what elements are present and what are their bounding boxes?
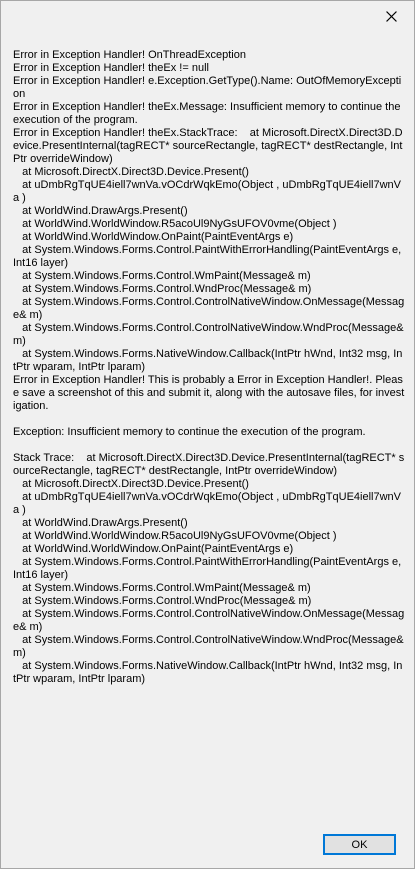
close-icon (386, 11, 397, 22)
error-message-text: Error in Exception Handler! OnThreadException Error in Exception Handler! theEx != null Error in Exception Handler! e.Exception.GetType().Name: OutOfMemoryException Error in Exception Handler! theEx.Message: Insufficient memory to continue the execution of the program. Error in Exception Handler! theEx.StackTrace: at Microsoft.DirectX.Direct3D.Device.PresentInternal(tagRECT* sourceRectangle, tagRECT* destRectangle, IntPtr overrideWindow) at Microsoft.DirectX.Direct3D.Device.Present() at uDmbRgTqUE4iell7wnVa.vOCdrWqkEmo(Object , uDmbRgTqUE4iell7wnVa ) at WorldWind.DrawArgs.Present() at WorldWind.WorldWindow.R5acoUl9NyGsUFOV0vme(Object ) at WorldWind.WorldWindow.OnPaint(PaintEventArgs e) at System.Windows.Forms.Control.PaintWithErrorHandling(PaintEventArgs e, Int16 layer) at System.Windows.Forms.Control.WmPaint(Message& m) at System.Windows.Forms.Control.WndProc(Message& m) at System.Windows.Forms.Control.ControlNativeWindow.OnMessage(Message& m) at System.Windows.Forms.Control.ControlNativeWindow.WndProc(Message& m) at System.Windows.Forms.NativeWindow.Callback(IntPtr hWnd, Int32 msg, IntPtr wparam, IntPtr lparam) Error in Exception Handler! This is probably a Error in Exception Handler!. Please save a screenshot of this and submit it, along with the autosave files, for investigation. Exception: Insufficient memory to continue the execution of the program. Stack Trace: at Microsoft.DirectX.Direct3D.Device.PresentInternal(tagRECT* sourceRectangle, tagRECT* destRectangle, IntPtr overrideWindow) at Microsoft.DirectX.Direct3D.Device.Present() at uDmbRgTqUE4iell7wnVa.vOCdrWqkEmo(Object , uDmbRgTqUE4iell7wnVa ) at WorldWind.DrawArgs.Present() at WorldWind.WorldWindow.R5acoUl9NyGsUFOV0vme(Object ) at WorldWind.WorldWindow.OnPaint(PaintEventArgs e) at System.Windows.Forms.Control.PaintWithErrorHandling(PaintEventArgs e, Int16 layer) at System.Windows.Forms.Control.WmPaint(Message& m) at System.Windows.Forms.Control.WndProc(Message& m) at System.Windows.Forms.Control.ControlNativeWindow.OnMessage(Message& m) at System.Windows.Forms.Control.ControlNativeWindow.WndProc(Message& m) at System.Windows.Forms.NativeWindow.Callback(IntPtr hWnd, Int32 msg, IntPtr wparam, IntPtr lparam) (13, 49, 405, 685)
close-button[interactable] (368, 1, 414, 31)
title-bar[interactable] (1, 1, 414, 31)
ok-button[interactable]: OK (323, 834, 396, 855)
